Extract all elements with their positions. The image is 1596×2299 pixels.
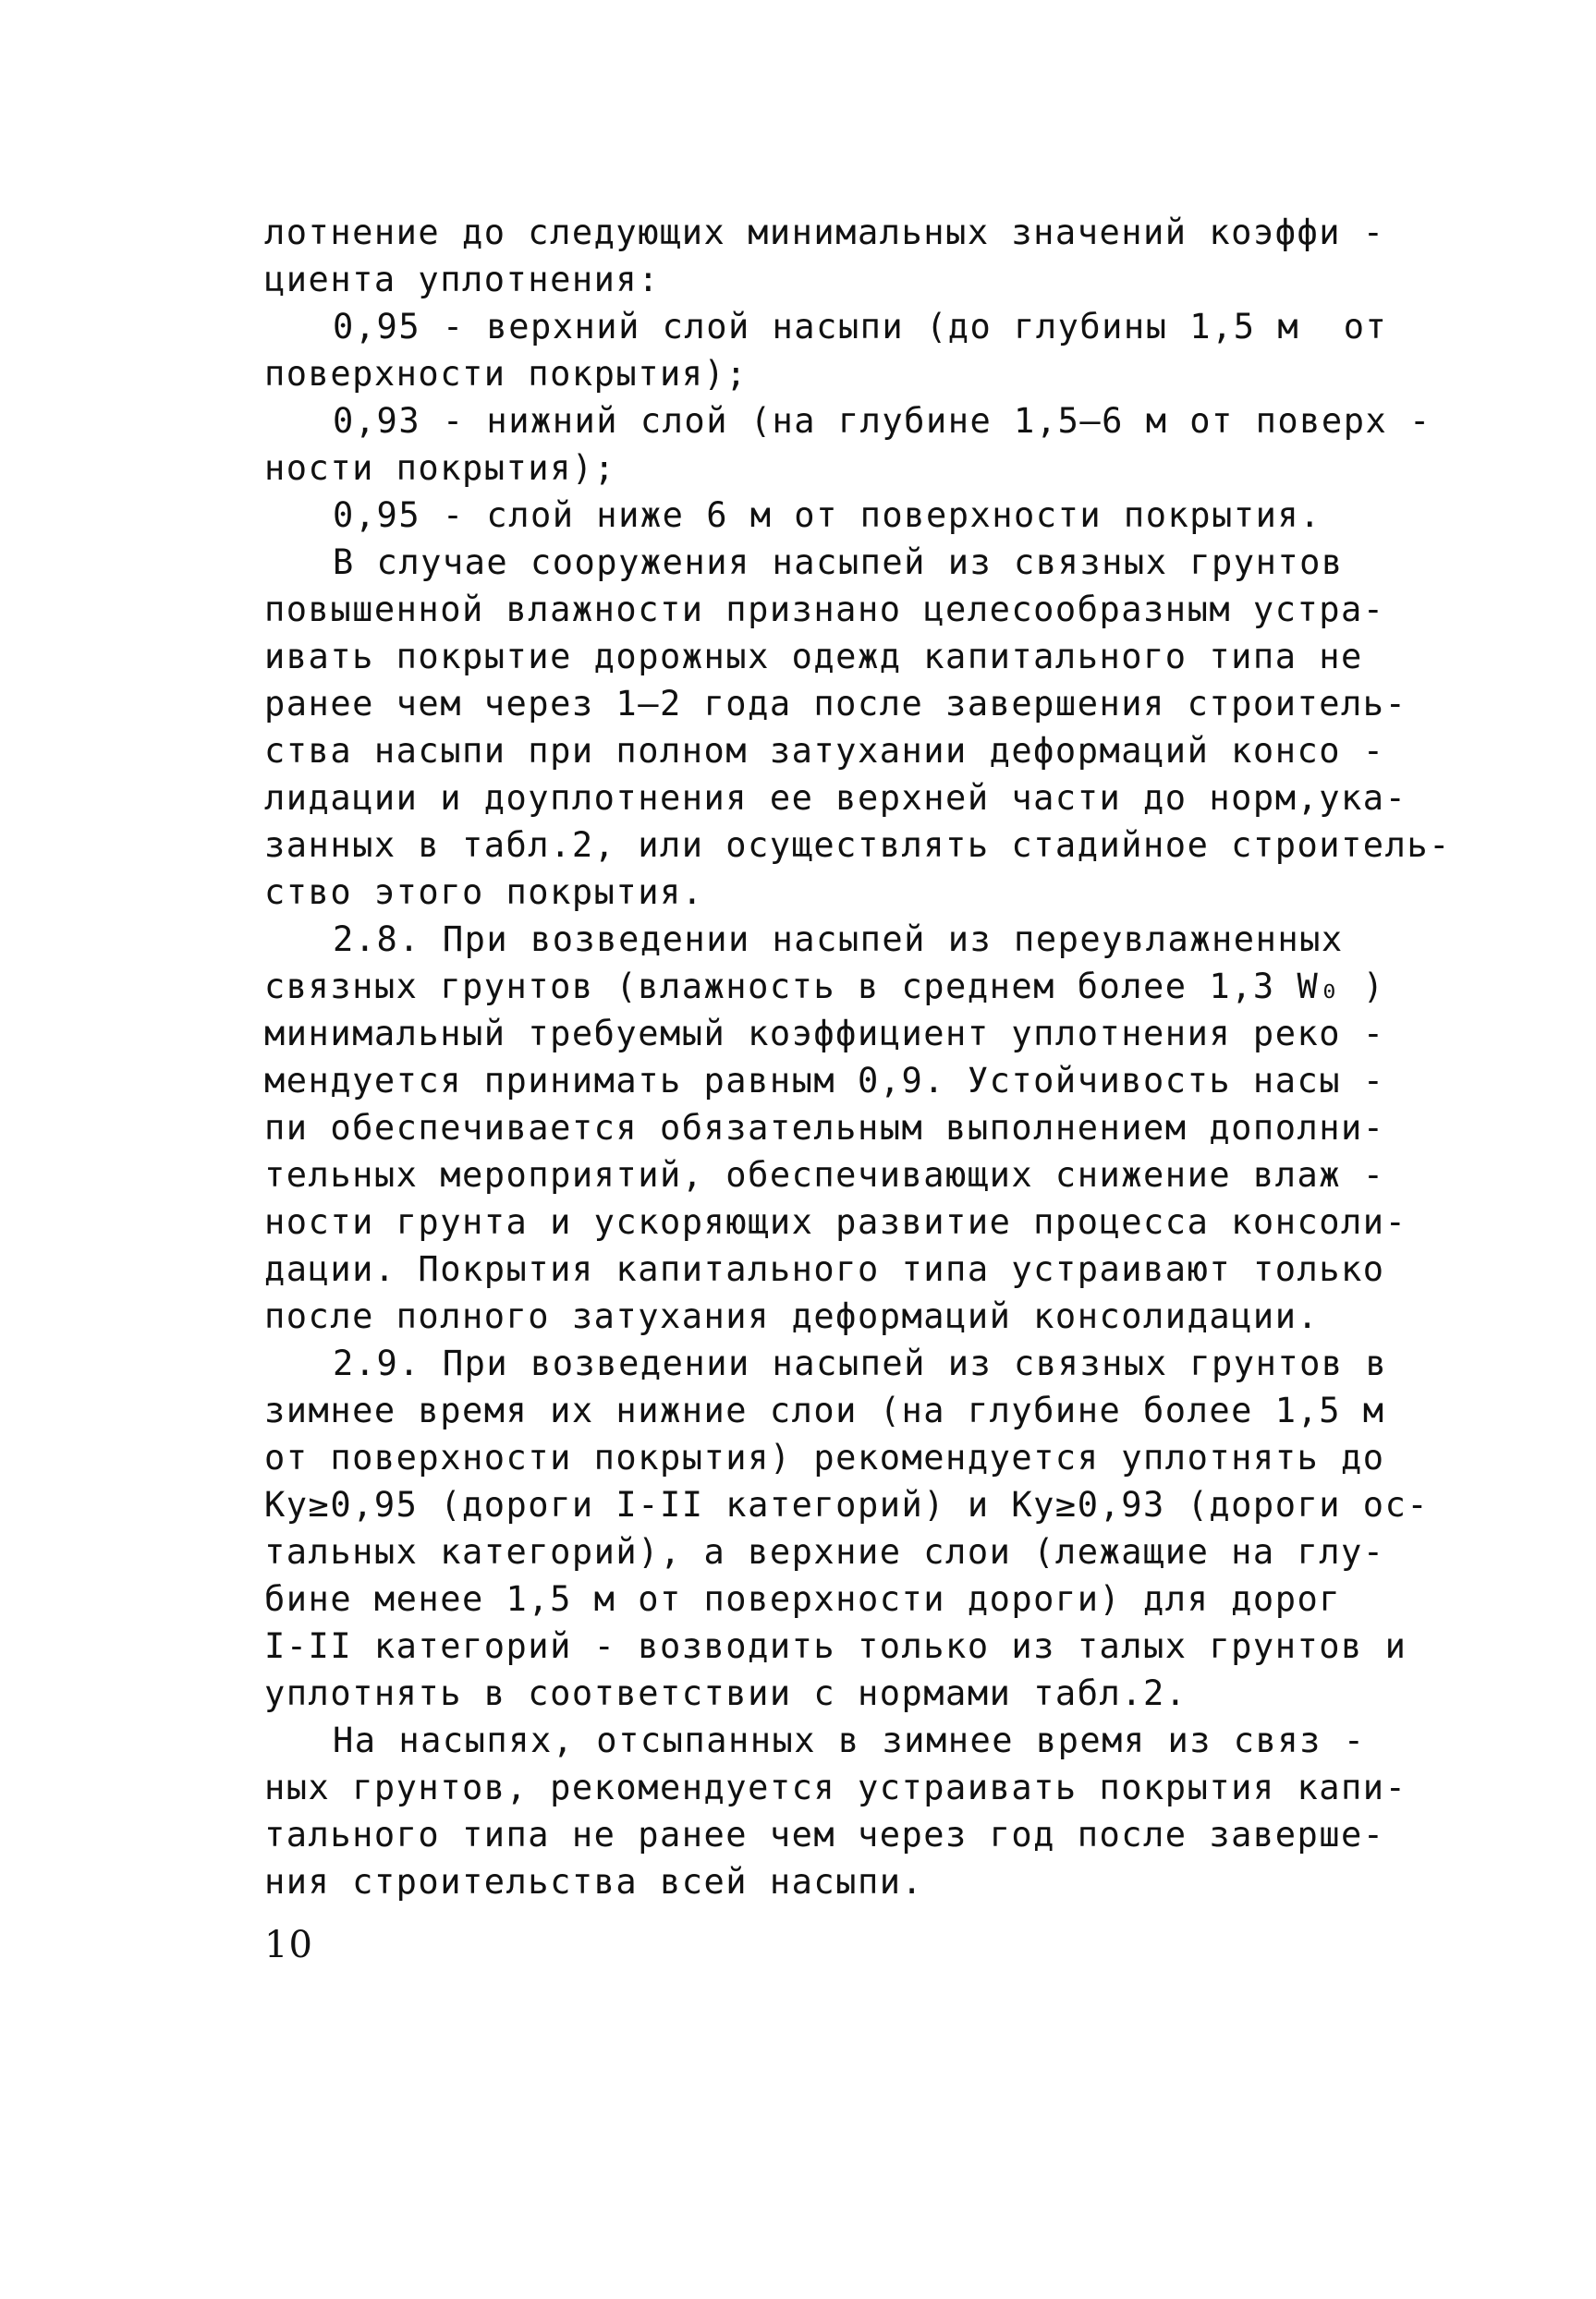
text-line: 0,95 - слой ниже 6 м от поверхности покрытия. [333,495,1322,535]
text-line: лотнение до следующих минимальных значений коэффи - [264,213,1385,252]
text-line: уплотнять в соответствии с нормами табл.2. [264,1673,1188,1713]
text-line: I-II категорий - возводить только из талых грунтов и [264,1626,1407,1666]
text-line: На насыпях, отсыпанных в зимнее время из связ - [333,1721,1366,1760]
text-line: поверхности покрытия); [264,354,749,394]
text-line: бине менее 1,5 м от поверхности дороги) для дорог [264,1579,1342,1619]
text-line: лидации и доуплотнения ее верхней части до норм,ука- [264,778,1407,818]
text-line: 2.8. При возведении насыпей из переувлажненных [333,919,1344,959]
text-line: после полного затухания деформаций консолидации. [264,1296,1320,1336]
body-text [264,209,1456,1905]
text-line: связных грунтов (влажность в среднем более 1,3 W₀ ) [264,967,1385,1006]
text-line: тального типа не ранее чем через год после заверше- [264,1815,1385,1855]
text-line: повышенной влажности признано целесообразным устра- [264,590,1385,629]
text-line: ных грунтов, рекомендуется устраивать покрытия капи- [264,1768,1407,1807]
text-line: ранее чем через 1–2 года после завершения строитель- [264,684,1407,724]
text-line: ство этого покрытия. [264,872,704,912]
text-line: ния строительства всей насыпи. [264,1862,924,1902]
text-line: ности покрытия); [264,448,616,488]
text-line: от поверхности покрытия) рекомендуется уплотнять до [264,1438,1385,1478]
text-line: дации. Покрытия капитального типа устраивают только [264,1249,1385,1289]
text-line: В случае сооружения насыпей из связных грунтов [333,542,1344,582]
text-line: ности грунта и ускоряющих развитие процесса консоли- [264,1202,1407,1242]
text-line: минимальный требуемый коэффициент уплотнения реко - [264,1014,1385,1053]
text-line: пи обеспечивается обязательным выполнением дополни- [264,1108,1385,1148]
text-line: ивать покрытие дорожных одежд капитального типа не [264,637,1363,676]
text-line: тельных мероприятий, обеспечивающих снижение влаж - [264,1155,1385,1195]
text-line: Kу≥0,95 (дороги I-II категорий) и Kу≥0,93 (дороги ос- [264,1485,1430,1525]
text-line: тальных категорий), а верхние слои (лежащие на глу- [264,1532,1385,1572]
text-line: 0,93 - нижний слой (на глубине 1,5–6 м от поверх - [333,401,1432,441]
page-number: 10 [264,1924,313,1966]
text-line: 0,95 - верхний слой насыпи (до глубины 1,5 м от [333,307,1388,347]
text-line: ства насыпи при полном затухании деформаций консо - [264,731,1385,771]
text-line: мендуется принимать равным 0,9. Устойчивость насы - [264,1061,1385,1101]
text-line: циента уплотнения: [264,260,660,299]
text-line: зимнее время их нижние слои (на глубине более 1,5 м [264,1391,1385,1430]
text-line: 2.9. При возведении насыпей из связных грунтов в [333,1344,1388,1383]
text-line: занных в табл.2, или осуществлять стадийное строитель- [264,825,1451,865]
